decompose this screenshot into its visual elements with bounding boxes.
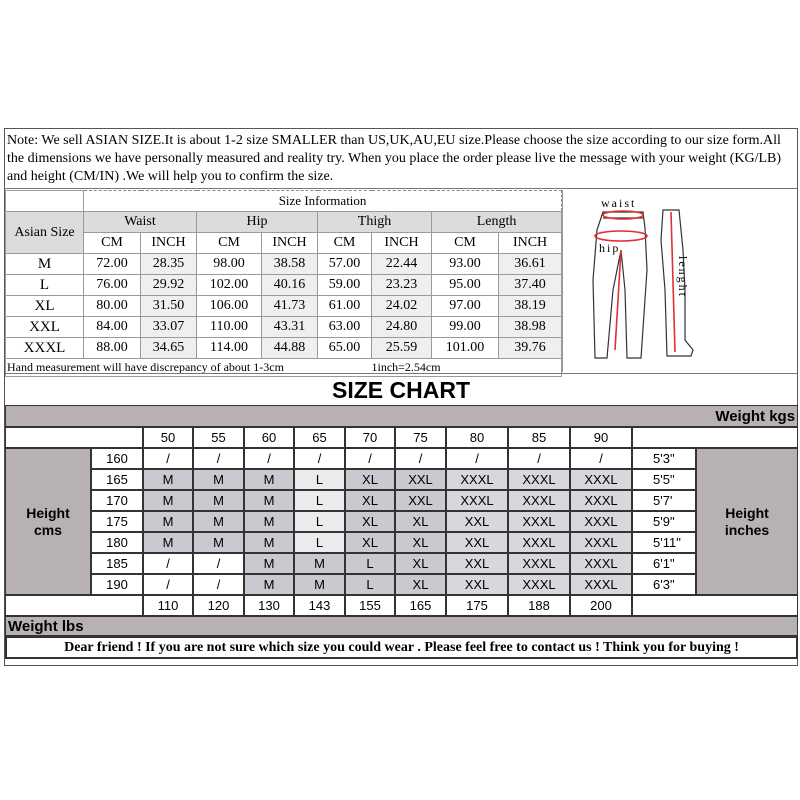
size-value: 24.02 bbox=[372, 296, 432, 317]
size-value: 110.00 bbox=[197, 317, 262, 338]
size-cell: XL bbox=[395, 511, 446, 532]
size-value: 59.00 bbox=[318, 275, 372, 296]
size-cell: / bbox=[193, 553, 244, 574]
weight-kg-value: 55 bbox=[193, 427, 244, 448]
size-value: 106.00 bbox=[197, 296, 262, 317]
size-cell: L bbox=[294, 511, 345, 532]
size-value: 114.00 bbox=[197, 338, 262, 359]
size-information-table bbox=[5, 190, 561, 372]
size-cell: L bbox=[294, 490, 345, 511]
size-value: 99.00 bbox=[432, 317, 499, 338]
size-cell: / bbox=[143, 448, 193, 469]
size-chart-row bbox=[5, 469, 798, 490]
pants-illustration bbox=[563, 190, 799, 372]
size-value: 39.76 bbox=[499, 338, 562, 359]
size-cell: / bbox=[508, 448, 570, 469]
size-value: 29.92 bbox=[141, 275, 197, 296]
weight-kg-value: 80 bbox=[446, 427, 508, 448]
length-measure-line bbox=[671, 212, 675, 352]
size-cell: XXXL bbox=[570, 469, 632, 490]
size-value: 25.59 bbox=[372, 338, 432, 359]
size-value: 95.00 bbox=[432, 275, 499, 296]
height-cm-value: 190 bbox=[91, 574, 143, 595]
asian-size-header: Asian Size bbox=[6, 212, 84, 254]
weight-kg-value: 75 bbox=[395, 427, 446, 448]
weight-lb-value: 200 bbox=[570, 595, 632, 616]
size-chart-title: SIZE CHART bbox=[5, 373, 797, 405]
height-cm-value: 170 bbox=[91, 490, 143, 511]
size-value: 24.80 bbox=[372, 317, 432, 338]
size-cell: XXL bbox=[395, 490, 446, 511]
size-value: 37.40 bbox=[499, 275, 562, 296]
size-value: 80.00 bbox=[84, 296, 141, 317]
height-cms-label bbox=[5, 448, 91, 595]
contact-message: Dear friend ! If you are not sure which size you could wear . Please feel free to contact us ! Think you for buying ! bbox=[5, 636, 798, 659]
size-cell: / bbox=[395, 448, 446, 469]
size-chart-row bbox=[5, 574, 798, 595]
size-chart-row bbox=[5, 553, 798, 574]
size-value: 65.00 bbox=[318, 338, 372, 359]
size-value: 84.00 bbox=[84, 317, 141, 338]
size-cell: XL bbox=[345, 469, 395, 490]
blank-cell bbox=[5, 427, 143, 448]
size-cell: M bbox=[193, 469, 244, 490]
unit-header: INCH bbox=[141, 233, 197, 254]
size-value: 36.61 bbox=[499, 254, 562, 275]
size-value: 43.31 bbox=[262, 317, 318, 338]
size-cell: M bbox=[193, 532, 244, 553]
height-inch-value: 5'3" bbox=[632, 448, 696, 469]
size-cell: M bbox=[143, 490, 193, 511]
size-value: 41.73 bbox=[262, 296, 318, 317]
size-cell: / bbox=[294, 448, 345, 469]
height-inch-value: 5'7' bbox=[632, 490, 696, 511]
size-label: XL bbox=[6, 296, 84, 317]
size-value: 38.58 bbox=[262, 254, 318, 275]
size-row bbox=[6, 254, 562, 275]
size-cell: XXXL bbox=[570, 490, 632, 511]
size-value: 40.16 bbox=[262, 275, 318, 296]
size-cell: M bbox=[143, 469, 193, 490]
size-cell: XXXL bbox=[508, 532, 570, 553]
size-value: 76.00 bbox=[84, 275, 141, 296]
weight-lbs-label: Weight lbs bbox=[5, 616, 798, 636]
size-cell: / bbox=[570, 448, 632, 469]
unit-header: CM bbox=[84, 233, 141, 254]
height-inches-label bbox=[696, 448, 798, 595]
size-row bbox=[6, 317, 562, 338]
weight-lb-value: 110 bbox=[143, 595, 193, 616]
size-label: L bbox=[6, 275, 84, 296]
size-label: M bbox=[6, 254, 84, 275]
size-cell: XXXL bbox=[570, 511, 632, 532]
size-chart-row bbox=[5, 532, 798, 553]
weight-kg-value: 90 bbox=[570, 427, 632, 448]
size-value: 61.00 bbox=[318, 296, 372, 317]
size-row bbox=[6, 275, 562, 296]
size-value: 44.88 bbox=[262, 338, 318, 359]
height-inch-value: 6'1" bbox=[632, 553, 696, 574]
size-row bbox=[6, 338, 562, 359]
group-header-hip: Hip bbox=[197, 212, 318, 233]
height-inch-value: 5'5" bbox=[632, 469, 696, 490]
size-value: 72.00 bbox=[84, 254, 141, 275]
group-header-length: Length bbox=[432, 212, 562, 233]
size-cell: M bbox=[244, 553, 294, 574]
size-cell: M bbox=[143, 511, 193, 532]
weight-kg-value: 50 bbox=[143, 427, 193, 448]
height-cm-value: 185 bbox=[91, 553, 143, 574]
size-cell: XXXL bbox=[508, 553, 570, 574]
size-cell: XXL bbox=[446, 532, 508, 553]
size-value: 98.00 bbox=[197, 254, 262, 275]
size-value: 31.50 bbox=[141, 296, 197, 317]
weight-lb-value: 165 bbox=[395, 595, 446, 616]
size-cell: XL bbox=[395, 532, 446, 553]
size-cell: L bbox=[345, 574, 395, 595]
size-cell: XXL bbox=[446, 553, 508, 574]
size-chart-row bbox=[5, 511, 798, 532]
weight-lb-value: 175 bbox=[446, 595, 508, 616]
size-cell: L bbox=[345, 553, 395, 574]
size-cell: M bbox=[244, 469, 294, 490]
pants-front-outline bbox=[593, 212, 647, 358]
size-cell: XXXL bbox=[508, 511, 570, 532]
size-label: XXXL bbox=[6, 338, 84, 359]
size-cell: M bbox=[244, 490, 294, 511]
size-value: 28.35 bbox=[141, 254, 197, 275]
height-inches-line1: Height bbox=[725, 504, 769, 521]
waist-label: waist bbox=[601, 196, 637, 210]
unit-header: CM bbox=[318, 233, 372, 254]
size-label: XXL bbox=[6, 317, 84, 338]
size-value: 93.00 bbox=[432, 254, 499, 275]
size-value: 34.65 bbox=[141, 338, 197, 359]
height-inch-value: 6'3" bbox=[632, 574, 696, 595]
size-cell: M bbox=[143, 532, 193, 553]
height-cm-value: 175 bbox=[91, 511, 143, 532]
size-cell: M bbox=[294, 574, 345, 595]
size-value: 101.00 bbox=[432, 338, 499, 359]
measurement-lines bbox=[595, 211, 675, 352]
weight-kg-value: 85 bbox=[508, 427, 570, 448]
size-cell: XXXL bbox=[570, 553, 632, 574]
weight-lb-value: 120 bbox=[193, 595, 244, 616]
size-cell: / bbox=[345, 448, 395, 469]
height-inches-line2: inches bbox=[724, 521, 770, 538]
size-sheet bbox=[4, 128, 798, 666]
size-cell: M bbox=[193, 511, 244, 532]
height-cms-line2: cms bbox=[33, 521, 63, 538]
size-cell: M bbox=[244, 574, 294, 595]
size-value: 88.00 bbox=[84, 338, 141, 359]
weight-kg-value: 65 bbox=[294, 427, 345, 448]
group-header-thigh: Thigh bbox=[318, 212, 432, 233]
size-value: 22.44 bbox=[372, 254, 432, 275]
size-cell: XXXL bbox=[446, 490, 508, 511]
size-chart-row bbox=[5, 448, 798, 469]
height-cm-value: 180 bbox=[91, 532, 143, 553]
size-cell: XXXL bbox=[508, 469, 570, 490]
unit-header: INCH bbox=[262, 233, 318, 254]
inch-conversion: 1inch=2.54cm bbox=[372, 359, 562, 377]
size-cell: / bbox=[193, 574, 244, 595]
size-value: 38.19 bbox=[499, 296, 562, 317]
unit-header: CM bbox=[432, 233, 499, 254]
size-value: 97.00 bbox=[432, 296, 499, 317]
size-cell: XL bbox=[395, 574, 446, 595]
size-cell: / bbox=[143, 574, 193, 595]
group-header-waist: Waist bbox=[84, 212, 197, 233]
blank-cell bbox=[632, 427, 798, 448]
weight-kg-value: 70 bbox=[345, 427, 395, 448]
size-cell: XL bbox=[345, 490, 395, 511]
size-value: 102.00 bbox=[197, 275, 262, 296]
size-cell: XL bbox=[395, 553, 446, 574]
size-info-title: Size Information bbox=[84, 191, 562, 212]
size-cell: XXXL bbox=[508, 490, 570, 511]
size-cell: XXL bbox=[446, 574, 508, 595]
size-cell: XXXL bbox=[570, 532, 632, 553]
size-value: 38.98 bbox=[499, 317, 562, 338]
size-cell: XXL bbox=[446, 511, 508, 532]
size-value: 57.00 bbox=[318, 254, 372, 275]
size-cell: M bbox=[294, 553, 345, 574]
unit-header: INCH bbox=[372, 233, 432, 254]
height-cm-value: 165 bbox=[91, 469, 143, 490]
blank-cell bbox=[632, 595, 798, 616]
size-cell: M bbox=[244, 532, 294, 553]
size-cell: / bbox=[193, 448, 244, 469]
size-row bbox=[6, 296, 562, 317]
size-cell: L bbox=[294, 469, 345, 490]
unit-header: CM bbox=[197, 233, 262, 254]
pants-measurement-diagram bbox=[562, 190, 798, 372]
size-cell: XL bbox=[345, 532, 395, 553]
size-cell: XXXL bbox=[508, 574, 570, 595]
size-cell: XL bbox=[345, 511, 395, 532]
size-value: 63.00 bbox=[318, 317, 372, 338]
weight-kgs-label: Weight kgs bbox=[5, 405, 798, 427]
length-label: lenght bbox=[676, 256, 690, 298]
weight-lb-value: 155 bbox=[345, 595, 395, 616]
height-inch-value: 5'11" bbox=[632, 532, 696, 553]
size-cell: / bbox=[446, 448, 508, 469]
blank-cell bbox=[5, 595, 143, 616]
size-cell: XXXL bbox=[446, 469, 508, 490]
weight-kg-value: 60 bbox=[244, 427, 294, 448]
size-chart-row bbox=[5, 490, 798, 511]
unit-header: INCH bbox=[499, 233, 562, 254]
height-inch-value: 5'9" bbox=[632, 511, 696, 532]
size-cell: M bbox=[193, 490, 244, 511]
weight-lb-value: 130 bbox=[244, 595, 294, 616]
note-text: Note: We sell ASIAN SIZE.It is about 1-2 size SMALLER than US,UK,AU,EU size.Please choose the size according to our size form.All the dimensions we have personally measured and reality try. When you place the order please live the message with your weight (KG/LB) and height (CM/IN) .We will help you to confirm the size. bbox=[5, 129, 797, 189]
weight-lb-value: 188 bbox=[508, 595, 570, 616]
size-chart-table bbox=[5, 405, 798, 659]
size-value: 33.07 bbox=[141, 317, 197, 338]
size-cell: M bbox=[244, 511, 294, 532]
size-cell: XXL bbox=[395, 469, 446, 490]
hip-measure-line bbox=[595, 231, 647, 241]
size-cell: / bbox=[244, 448, 294, 469]
height-cm-value: 160 bbox=[91, 448, 143, 469]
size-cell: / bbox=[143, 553, 193, 574]
height-cms-line1: Height bbox=[26, 504, 70, 521]
weight-lb-value: 143 bbox=[294, 595, 345, 616]
size-value: 23.23 bbox=[372, 275, 432, 296]
size-cell: L bbox=[294, 532, 345, 553]
measurement-note: Hand measurement will have discrepancy of about 1-3cm bbox=[6, 359, 372, 377]
hip-label: hip bbox=[599, 241, 621, 255]
size-cell: XXXL bbox=[570, 574, 632, 595]
